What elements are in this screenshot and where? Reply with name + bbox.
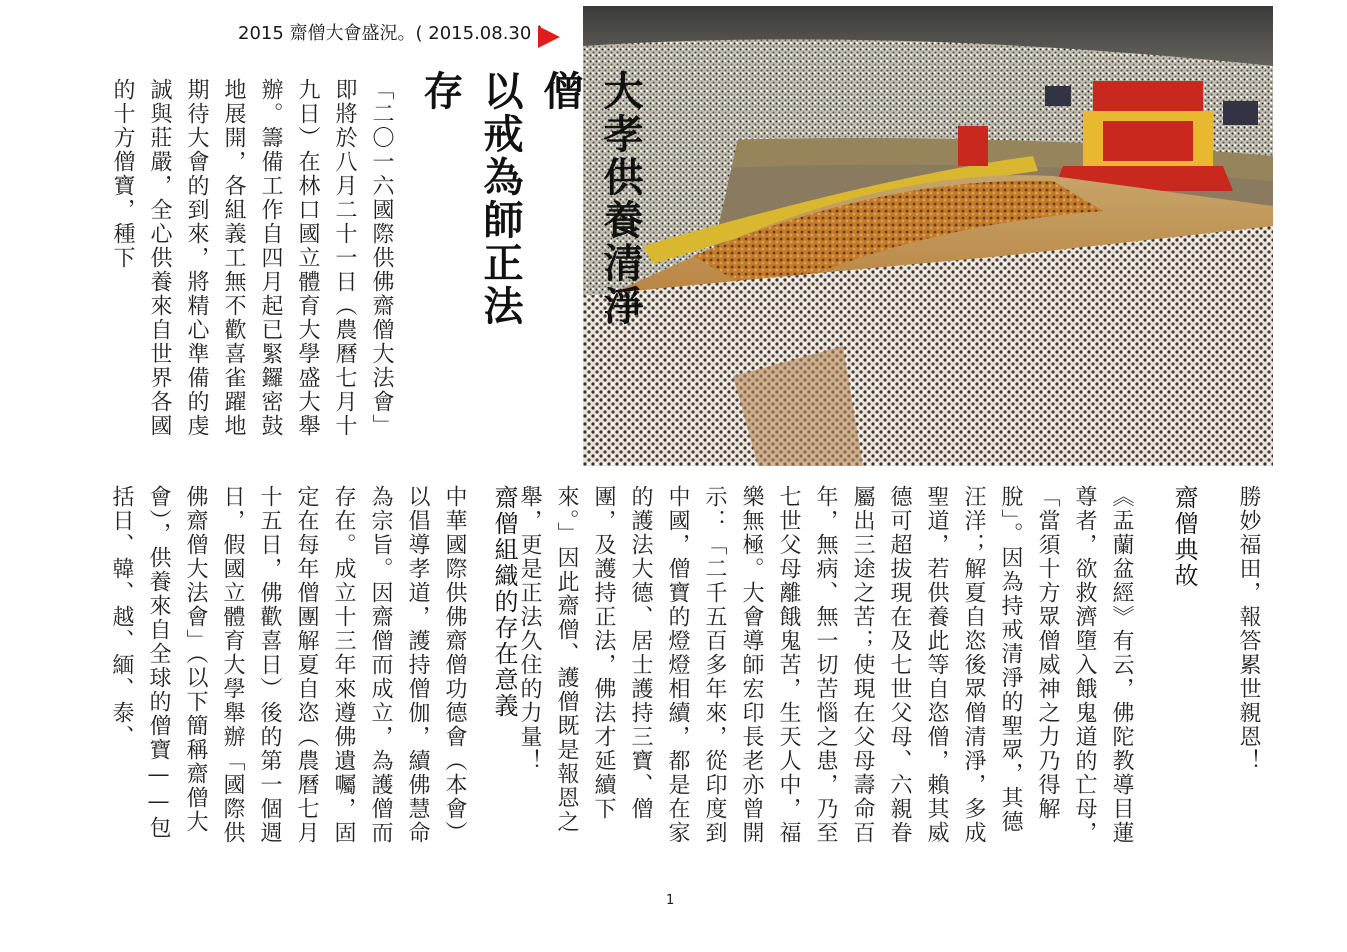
intro-continuation: 勝妙福田，報答累世親恩！ [1236, 485, 1261, 773]
photo-caption: 2015 齋僧大會盛況。( 2015.08.30 ) [238, 23, 545, 44]
page-number: 1 [666, 893, 675, 908]
section-heading-origin: 齋僧典故 [1170, 485, 1198, 589]
intro-paragraph: 「二〇一六國際供佛齋僧大法會」即將於八月二十一日（農曆七月十九日）在林口國立體育大學盛大舉辦。籌備工作自四月起已緊鑼密鼓地展開，各組義工無不歡喜雀躍地期待大會的到來，將精心準備的虔誠與莊嚴，全心供養來自世界各國的十方僧寶，種下 [110, 78, 394, 438]
stadium-crowd-illustration [583, 6, 1273, 466]
red-arrow-icon [538, 26, 560, 48]
title-line-1: 大孝供養清淨僧 [537, 70, 644, 328]
article-title [410, 70, 650, 370]
title-line-2: 以戒為師正法存 [417, 70, 524, 328]
section-heading-purpose: 齋僧組織的存在意義 [490, 485, 518, 719]
section-origin-text: 《盂蘭盆經》有云，佛陀教導目蓮尊者，欲救濟墮入餓鬼道的亡母，「當須十方眾僧威神之力乃得解脫」。因為持戒清淨的聖眾，其德汪洋；解夏自恣後眾僧清淨，多成聖道，若供養此等自恣僧，賴其威德可超拔現在及七世父母、六親眷屬出三途之苦；使現在父母壽命百年，無病、無一切苦惱之患，乃至七世父母離餓鬼苦，生天人中，福樂無極。大會導師宏印長老亦曾開示：「二千五百多年來，從印度到中國，僧寶的燈燈相續，都是在家的護法大德、居士護持三寶、僧團，及護持正法，佛法才延續下來。」因此齋僧、護僧既是報恩之舉，更是正法久住的力量！ [517, 485, 1134, 845]
assembly-photo [583, 6, 1273, 466]
section-purpose-text: 中華國際供佛齋僧功德會（本會）以倡導孝道，護持僧伽，續佛慧命為宗旨。因齋僧而成立，為護僧而存在。成立十三年來遵佛遺囑，固定在每年僧團解夏自恣（農曆七月十五日，佛歡喜日）後的第一個週日，假國立體育大學舉辦「國際供佛齋僧大法會」（以下簡稱齋僧大會），供養來自全球的僧寶——包括日、韓、越、緬、泰、 [109, 485, 467, 845]
